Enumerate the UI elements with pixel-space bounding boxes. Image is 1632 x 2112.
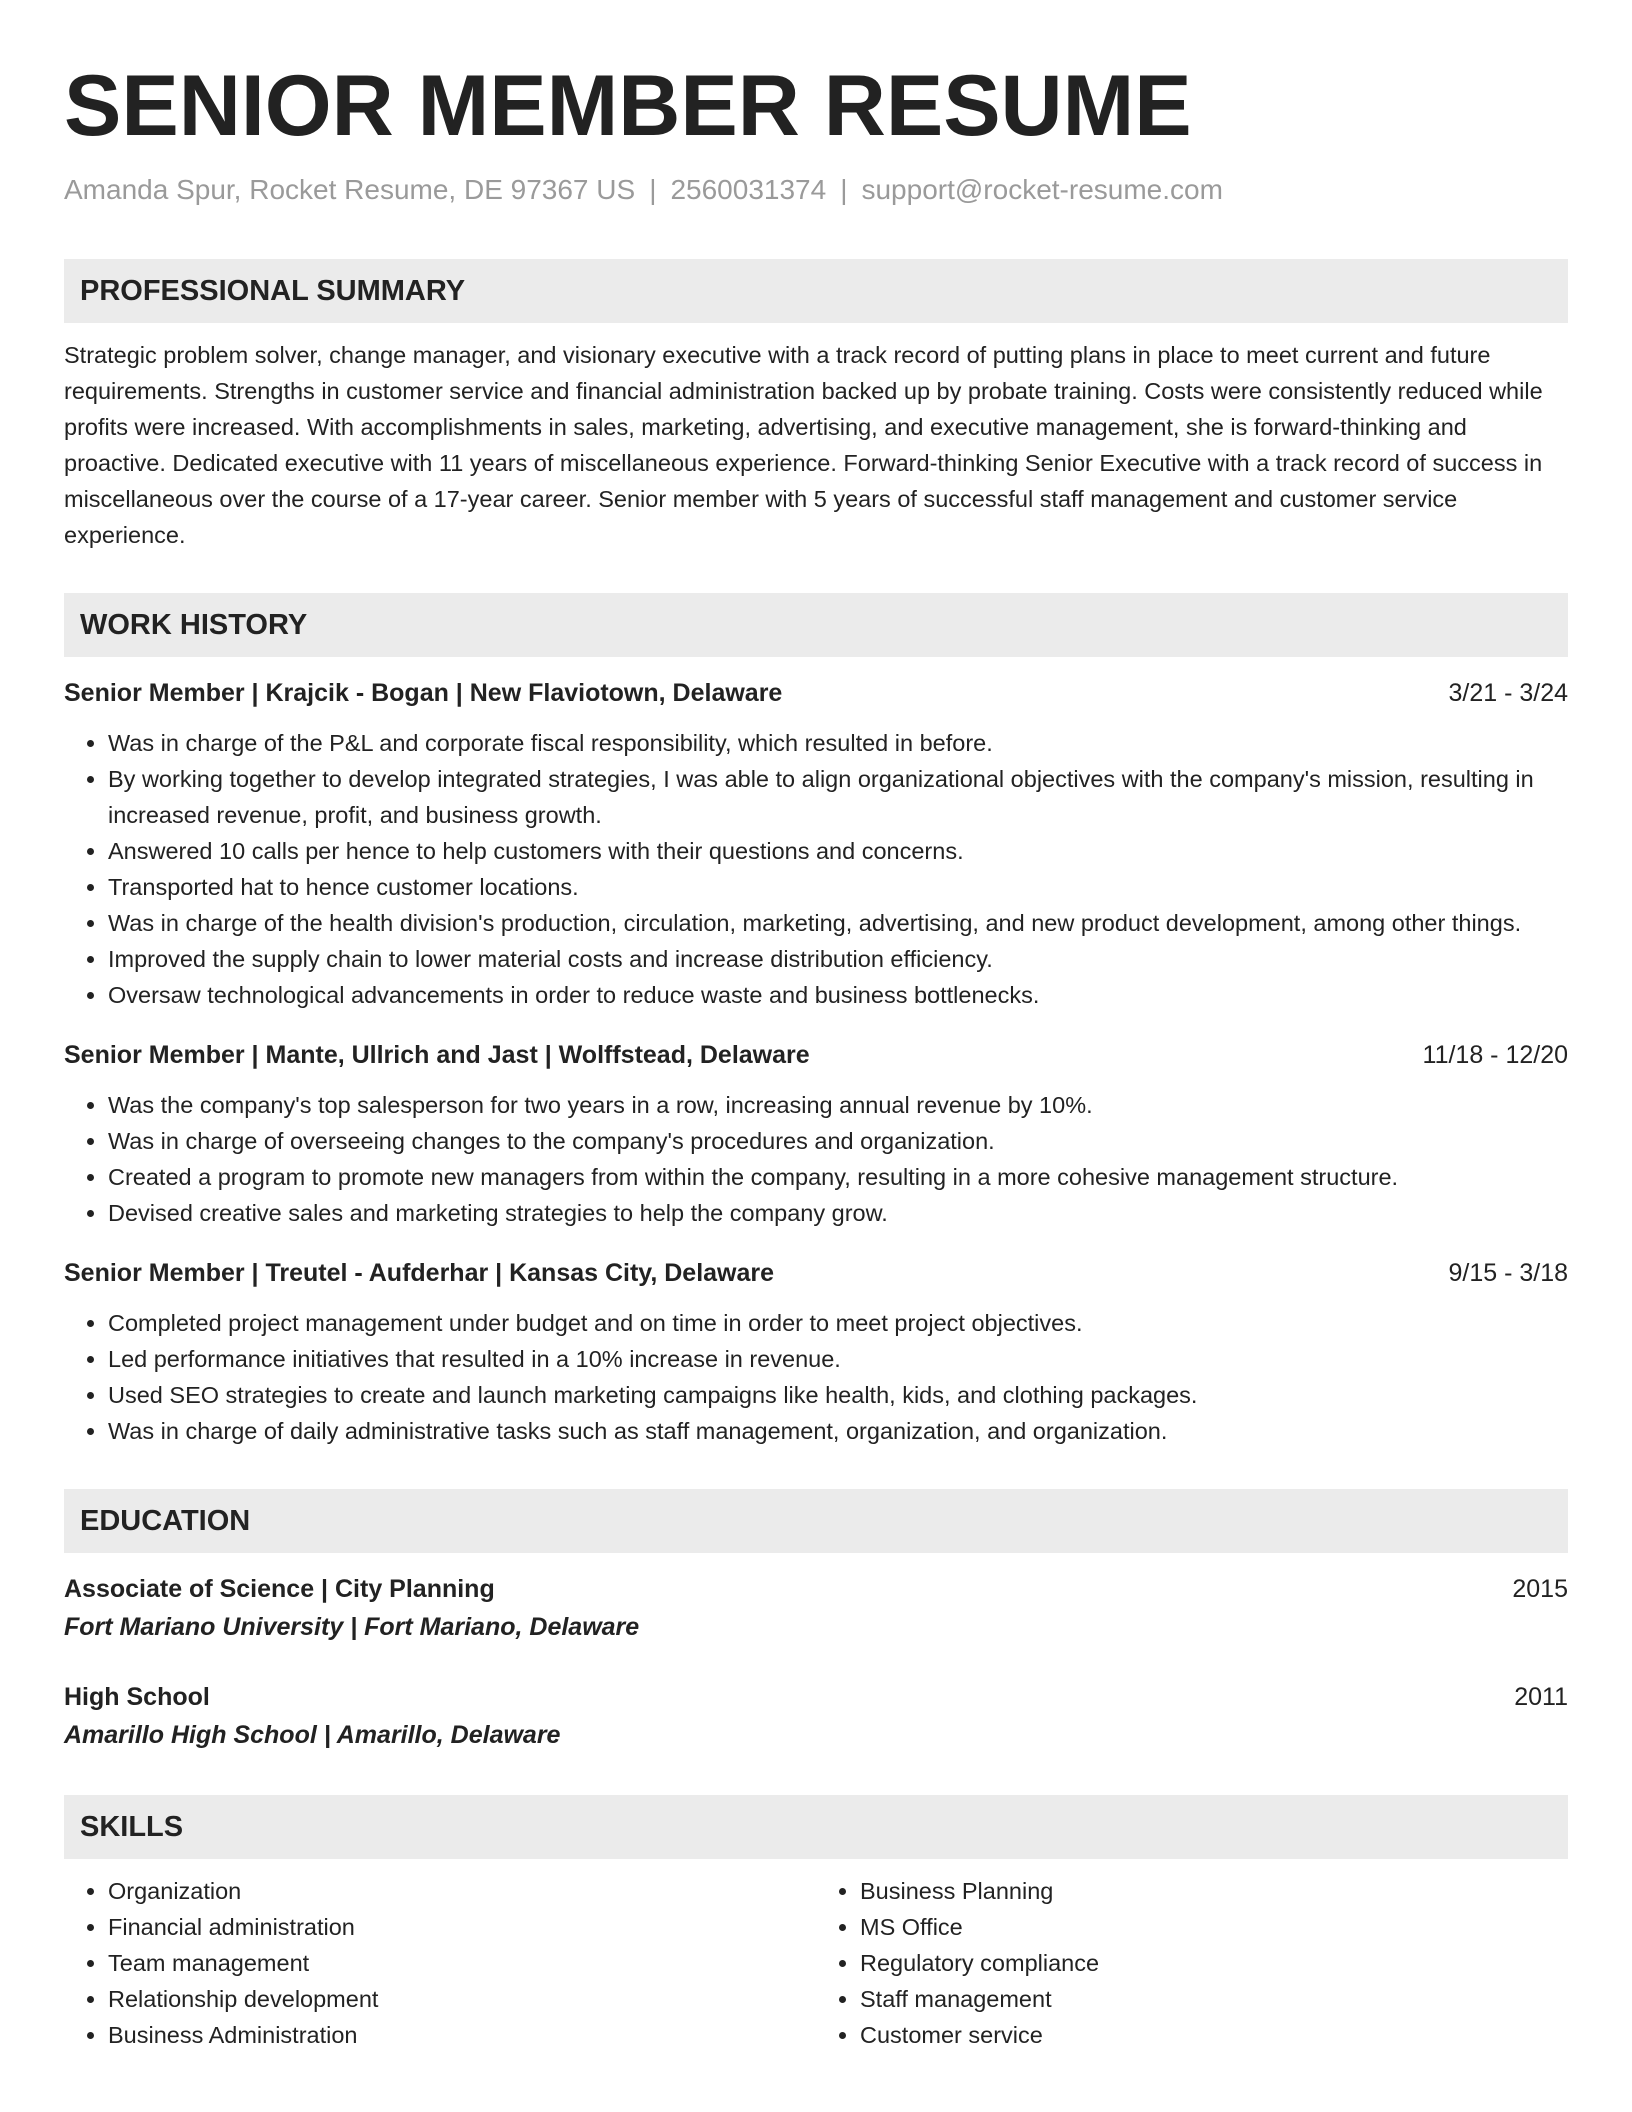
education-year: 2011 [1514, 1683, 1568, 1711]
job-bullet: • Improved the supply chain to lower material costs and increase distribution efficiency. [108, 941, 1568, 977]
job-title: Senior Member | Krajcik - Bogan | New Flaviotown, Delaware [64, 679, 783, 707]
skill-item: • Team management [108, 1945, 816, 1981]
skills-column-left [64, 1873, 816, 2053]
skills-column-right [816, 1873, 1568, 2053]
skill-item: • Relationship development [108, 1981, 816, 2017]
job-header [64, 1255, 1568, 1291]
contact-line [64, 172, 1568, 208]
contact-separator: | [840, 174, 848, 205]
section-header-summary: PROFESSIONAL SUMMARY [64, 259, 1568, 323]
section-header-education: EDUCATION [64, 1489, 1568, 1553]
job-bullet: • Devised creative sales and marketing strategies to help the company grow. [108, 1195, 1568, 1231]
resume-title: SENIOR MEMBER RESUME [64, 58, 1192, 154]
section-header-work-history: WORK HISTORY [64, 593, 1568, 657]
job-dates: 11/18 - 12/20 [1422, 1041, 1568, 1069]
job-bullet: • Completed project management under budget and on time in order to meet project objectives. [108, 1305, 1568, 1341]
skills-list [64, 1873, 1568, 2053]
education-entry [64, 1571, 1568, 1647]
job-bullet: • Transported hat to hence customer locations. [108, 869, 1568, 905]
skill-item: • Customer service [860, 2017, 1568, 2053]
job-bullet: • Was in charge of the P&L and corporate fiscal responsibility, which resulted in before. [108, 725, 1568, 761]
job-dates: 3/21 - 3/24 [1448, 679, 1568, 707]
job-title: Senior Member | Mante, Ullrich and Jast | Wolffstead, Delaware [64, 1041, 810, 1069]
section-header-skills: SKILLS [64, 1795, 1568, 1859]
contact-phone: 2560031374 [670, 174, 827, 205]
skill-item: • Business Administration [108, 2017, 816, 2053]
job-bullet: • Was the company's top salesperson for two years in a row, increasing annual revenue by 10%. [108, 1087, 1568, 1123]
skill-item: • Financial administration [108, 1909, 816, 1945]
job-bullet: • By working together to develop integrated strategies, I was able to align organizational objectives with the company's mission, resulting in increased revenue, profit, and business growth. [108, 761, 1568, 833]
job-header [64, 675, 1568, 711]
skill-item: • Staff management [860, 1981, 1568, 2017]
job-entry [64, 1037, 1568, 1231]
skill-item: • MS Office [860, 1909, 1568, 1945]
education-entry [64, 1679, 1568, 1755]
contact-address: Amanda Spur, Rocket Resume, DE 97367 US [64, 174, 636, 205]
skill-item: • Regulatory compliance [860, 1945, 1568, 1981]
contact-email: support@rocket-resume.com [861, 174, 1223, 205]
job-bullets [64, 725, 1568, 1013]
job-bullet: • Led performance initiatives that resulted in a 10% increase in revenue. [108, 1341, 1568, 1377]
education-school: Amarillo High School | Amarillo, Delaware [64, 1721, 561, 1749]
job-bullet: • Answered 10 calls per hence to help customers with their questions and concerns. [108, 833, 1568, 869]
job-title: Senior Member | Treutel - Aufderhar | Kansas City, Delaware [64, 1259, 775, 1287]
job-header [64, 1037, 1568, 1073]
job-dates: 9/15 - 3/18 [1448, 1259, 1568, 1287]
education-school: Fort Mariano University | Fort Mariano, Delaware [64, 1613, 640, 1641]
job-bullet: • Was in charge of overseeing changes to the company's procedures and organization. [108, 1123, 1568, 1159]
summary-text: Strategic problem solver, change manager, and visionary executive with a track record of putting plans in place to meet current and future requirements. Strengths in customer service and financial administration backed up by probate training. Costs were consistently reduced while profits were increased. With accomplishments in sales, marketing, advertising, and executive management, she is forward-thinking and proactive. Dedicated executive with 11 years of miscellaneous experience. Forward-thinking Senior Executive with a track record of success in miscellaneous over the course of a 17-year career. Senior member with 5 years of successful staff management and customer service experience. [64, 342, 1543, 548]
skill-item: • Organization [108, 1873, 816, 1909]
job-bullet: • Used SEO strategies to create and launch marketing campaigns like health, kids, and clothing packages. [108, 1377, 1568, 1413]
job-entry [64, 1255, 1568, 1449]
education-header [64, 1679, 1568, 1715]
education-degree: High School [64, 1683, 210, 1711]
job-bullet: • Was in charge of daily administrative tasks such as staff management, organization, and organization. [108, 1413, 1568, 1449]
job-bullets [64, 1305, 1568, 1449]
job-bullet: • Was in charge of the health division's production, circulation, marketing, advertising, and new product development, among other things. [108, 905, 1568, 941]
education-degree: Associate of Science | City Planning [64, 1575, 495, 1603]
job-entry [64, 675, 1568, 1013]
education-header [64, 1571, 1568, 1607]
job-bullet: • Created a program to promote new managers from within the company, resulting in a more cohesive management structure. [108, 1159, 1568, 1195]
education-year: 2015 [1512, 1575, 1568, 1603]
job-bullet: • Oversaw technological advancements in order to reduce waste and business bottlenecks. [108, 977, 1568, 1013]
skill-item: • Business Planning [860, 1873, 1568, 1909]
job-bullets [64, 1087, 1568, 1231]
contact-separator: | [649, 174, 657, 205]
